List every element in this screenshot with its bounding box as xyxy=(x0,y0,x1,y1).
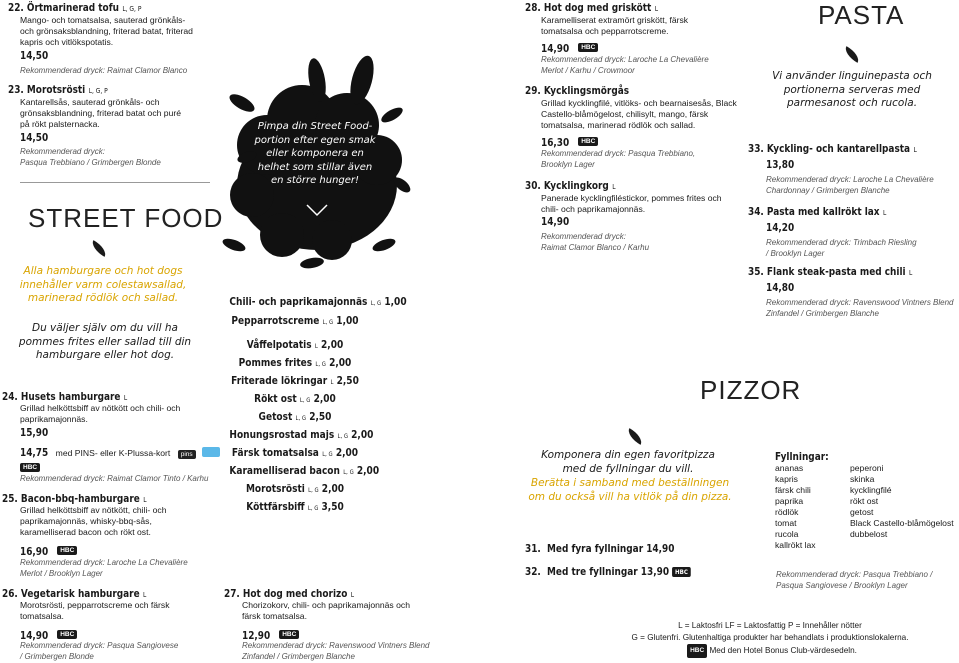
item-tags: L xyxy=(882,209,887,217)
item-tags: L xyxy=(913,146,917,154)
hbc-badge: HBC xyxy=(279,630,299,639)
item-28 xyxy=(525,2,735,75)
item-tags: L xyxy=(350,591,355,599)
item-number: 26. xyxy=(2,588,18,600)
side-item: Våffelpotatis L 2,00 xyxy=(246,338,344,351)
side-item: Karamelliserad bacon L, G 2,00 xyxy=(229,464,380,477)
item-description: Panerade kycklingfiléstickor, pommes frites och chili- och paprikamajonnäs. xyxy=(541,193,722,214)
item-34 xyxy=(748,206,958,258)
leaf-icon xyxy=(89,240,109,257)
legend xyxy=(590,620,950,658)
item-name: Morotsrösti xyxy=(26,84,86,96)
item-29 xyxy=(525,85,737,169)
item-number: 33. xyxy=(748,143,764,155)
item-description: Mango- och tomatsalsa, sauterad grönkåls- och grönsaksblandning, friterad batat, friterad kapris och vitlökspotatis. xyxy=(20,15,193,47)
divider xyxy=(20,182,210,183)
item-price-member: 14,75 xyxy=(20,447,49,459)
item-price: 14,50 xyxy=(20,132,49,144)
item-drink: Rekommenderad dryck: Raimat Clamor Tinto / Karhu xyxy=(20,474,209,483)
item-price: 13,80 xyxy=(766,159,795,171)
hbc-badge: HBC xyxy=(20,463,40,472)
hbc-badge: HBC xyxy=(57,546,77,555)
item-drink: / Grimbergen Blonde xyxy=(20,652,94,661)
item-drink: Rekommenderad dryck: Laroche La Chevalière xyxy=(766,175,934,184)
side-item: Köttfärsbiff L, G 3,50 xyxy=(246,500,344,513)
item-tags: L xyxy=(143,496,147,504)
item-price: 16,30 xyxy=(541,137,570,149)
item-tags: L xyxy=(612,183,616,191)
item-name: Kyckling- och kantarellpasta xyxy=(766,143,911,155)
item-price: 15,90 xyxy=(20,427,49,439)
side-item: Honungsrostad majs L, G 2,00 xyxy=(229,428,374,441)
item-35 xyxy=(748,266,958,318)
hbc-badge: HBC xyxy=(578,43,598,52)
item-drink: / Brooklyn Lager xyxy=(766,249,825,258)
item-tags: L xyxy=(908,269,913,277)
item-drink: Rekommenderad dryck: Pasqua Sangiovese xyxy=(20,641,179,650)
item-number: 27. xyxy=(224,588,240,600)
item-drink: Chardonnay / Grimbergen Blanche xyxy=(766,186,890,195)
pins-logo: pins xyxy=(178,450,196,459)
fillings-list-left: ananas kapris färsk chili paprika rödlök tomat rucola kallrökt lax xyxy=(775,463,816,550)
hbc-badge: HBC xyxy=(57,630,77,639)
item-tags: L xyxy=(123,394,128,402)
item-number: 22. xyxy=(8,2,24,14)
side-item: Chili- och paprikamajonnäs L, G 1,00 xyxy=(229,295,407,308)
legend-line-2: G = Glutenfri. Glutenhaltiga produkter har behandlats i produktionslokalerna. xyxy=(631,633,909,642)
item-description: Chorizokorv, chili- och paprikamajonnäs och färsk tomatsalsa. xyxy=(242,600,410,621)
hbc-badge: HBC xyxy=(687,644,707,658)
item-32: 32. Med tre fyllningar 13,90 HBC xyxy=(525,566,690,578)
item-drink: Rekommenderad dryck: xyxy=(541,232,626,241)
legend-line-3: Med den Hotel Bonus Club-värdesedeln. xyxy=(709,646,857,656)
item-drink: Merlot / Karhu / Crowmoor xyxy=(541,66,635,75)
item-drink: Rekommenderad dryck: Ravenswood Vintners Blend xyxy=(766,298,954,307)
item-description: Grillad helköttsbiff av nötkött, chili- och paprikamajonnäs, whisky-bbq-sås, karamelliserad bacon och rökt ost. xyxy=(20,505,167,537)
item-name: Örtmarinerad tofu xyxy=(26,2,119,14)
item-number: 30. xyxy=(525,180,541,192)
k-plussa-card-icon xyxy=(202,447,220,457)
pasta-note: Vi använder linguinepasta och portionerna serveras med parmesanost och rucola. xyxy=(772,70,932,109)
side-item: Getost L, G 2,50 xyxy=(258,410,332,423)
item-description: Karamelliserat extramört griskött, färsk tomatsalsa och pepparrotscreme. xyxy=(541,15,689,36)
item-name: Vegetarisk hamburgare xyxy=(20,588,140,600)
item-25 xyxy=(2,493,217,578)
item-number: 28. xyxy=(525,2,541,14)
item-26 xyxy=(2,588,217,661)
item-31: 31. Med fyra fyllningar 14,90 xyxy=(525,543,675,555)
legend-line-1: L = Laktosfri LF = Laktosfattig P = Innehåller nötter xyxy=(678,621,862,630)
hbc-badge: HBC xyxy=(672,567,690,577)
side-item: Friterade lökringar L 2,50 xyxy=(231,374,359,387)
item-drink: Rekommenderad dryck: xyxy=(20,147,105,156)
item-number: 35. xyxy=(748,266,764,278)
item-price: 14,90 xyxy=(541,216,570,228)
side-item: Färsk tomatsalsa L, G 2,00 xyxy=(231,446,359,459)
item-name: Flank steak-pasta med chili xyxy=(766,266,906,278)
item-number: 29. xyxy=(525,85,541,97)
item-description: Kantarellsås, sauterad grönkåls- och grönsaksblandning, friterad batat och puré på rökt palsternacka. xyxy=(20,97,181,129)
item-name: Husets hamburgare xyxy=(20,391,121,403)
pizza-drink: Rekommenderad dryck: Pasqua Trebbiano / xyxy=(776,570,933,579)
item-drink: Zinfandel / Grimbergen Blanche xyxy=(766,309,879,318)
fries-note: Du väljer själv om du vill ha pommes frites eller sallad till din hamburgare eller hot dog. xyxy=(18,322,192,361)
item-drink: Rekommenderad dryck: Ravenswood Vintners Blend xyxy=(242,641,430,650)
item-price: 12,90 xyxy=(242,630,271,642)
fillings-title: Fyllningar: xyxy=(775,451,829,463)
item-24 xyxy=(2,391,217,483)
side-item: Rökt ost L, G 2,00 xyxy=(254,392,336,405)
item-name: Pasta med kallrökt lax xyxy=(766,206,880,218)
side-item: Pommes frites L, G 2,00 xyxy=(238,356,352,369)
item-name: Kycklingsmörgås xyxy=(543,85,630,97)
burger-note: Alla hamburgare och hot dogs innehåller varm colestawsallad, marinerad rödlök och sallad. xyxy=(19,265,187,304)
item-description: Morotsrösti, pepparrotscreme och färsk tomatsalsa. xyxy=(20,600,170,621)
item-drink: Rekommenderad dryck: Laroche La Chevalière xyxy=(541,55,709,64)
item-23 xyxy=(8,84,208,167)
item-price: 16,90 xyxy=(20,546,49,558)
section-title-pizzor: PIZZOR xyxy=(700,375,802,405)
item-22 xyxy=(8,2,208,75)
section-title-pasta: PASTA xyxy=(818,0,905,30)
item-tags: L, G, P xyxy=(122,5,142,13)
side-item: Pepparrotscreme L, G 1,00 xyxy=(231,314,359,327)
item-price: 14,90 xyxy=(541,43,570,55)
leaf-icon xyxy=(625,428,645,445)
item-name: Bacon-bbq-hamburgare xyxy=(20,493,140,505)
item-33 xyxy=(748,143,958,195)
item-description: Grillad kycklingfilé, vitlöks- och bearnaisesås, Black Castello-blåmögelost, chilisylt, mango, färsk tomatsalsa, marinerad rödlök och sallad. xyxy=(541,98,737,130)
item-drink: Merlot / Brooklyn Lager xyxy=(20,569,103,578)
item-price: 14,50 xyxy=(20,50,49,62)
leaf-icon xyxy=(842,46,862,63)
item-price: 14,80 xyxy=(766,282,795,294)
item-price: 14,20 xyxy=(766,222,795,234)
item-30 xyxy=(525,180,735,252)
pizza-garlic-note: Berätta i samband med beställningen om du också vill ha vitlök på din pizza. xyxy=(528,477,732,503)
item-tags: L xyxy=(143,591,147,599)
item-number: 34. xyxy=(748,206,764,218)
section-title-street-food: STREET FOOD xyxy=(28,203,224,233)
item-drink: Raimat Clamor Blanco / Karhu xyxy=(541,243,650,252)
hbc-badge: HBC xyxy=(578,137,598,146)
item-drink: Pasqua Trebbiano / Grimbergen Blonde xyxy=(20,158,161,167)
pizza-drink: Pasqua Sangiovese / Brooklyn Lager xyxy=(776,581,908,590)
item-drink: Rekommenderad dryck: Laroche La Chevalière xyxy=(20,558,188,567)
item-drink: Rekommenderad dryck: Raimat Clamor Blanco xyxy=(20,66,188,75)
item-price: 14,90 xyxy=(20,630,49,642)
item-description: Grillad helköttsbiff av nötkött och chili- och paprikamajonnäs. xyxy=(20,403,181,424)
member-note: med PINS- eller K-Plussa-kort xyxy=(55,448,171,458)
item-number: 24. xyxy=(2,391,18,403)
side-item: Morotsrösti L, G 2,00 xyxy=(245,482,345,495)
item-tags: L xyxy=(654,5,659,13)
item-drink: Zinfandel / Grimbergen Blanche xyxy=(242,652,355,661)
item-drink: Rekommenderad dryck: Pasqua Trebbiano, xyxy=(541,149,696,158)
item-name: Hot dog med chorizo xyxy=(242,588,348,600)
pizza-note: Komponera din egen favoritpizza med de fyllningar du vill. xyxy=(541,449,715,475)
pimpa-note: Pimpa din Street Food-portion efter egen smak eller komponera en helhet som stillar även en större hunger! xyxy=(254,121,376,186)
item-drink: Rekommenderad dryck: Trimbach Riesling xyxy=(766,238,917,247)
item-tags: L, G, P xyxy=(88,87,108,95)
item-name: Kycklingkorg xyxy=(543,180,609,192)
item-number: 23. xyxy=(8,84,24,96)
fillings-list-right: peperoni skinka kycklingfilé rökt ost getost Black Castello-blåmögelost dubbelost xyxy=(850,463,954,539)
item-27 xyxy=(224,588,449,661)
item-drink: Brooklyn Lager xyxy=(541,160,595,169)
item-number: 25. xyxy=(2,493,18,505)
item-name: Hot dog med griskött xyxy=(543,2,652,14)
